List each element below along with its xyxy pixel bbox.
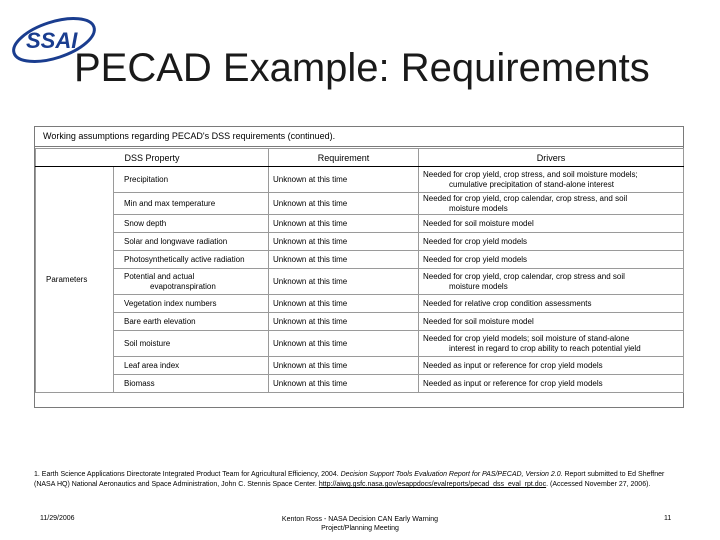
property-line: Snow depth [124,218,167,228]
driver-cell [419,357,684,375]
driver-line: interest in regard to crop ability to reach potential yield [449,343,641,353]
driver-line: cumulative precipitation of stand-alone interest [449,179,614,189]
footnote-report-title: Decision Support Tools Evaluation Report for PAS/PECAD, Version 2.0 [340,471,561,478]
footnote-prefix: 1. Earth Science Applications Directorate Integrated Product Team for Agricultural Efficiency, 2004. [34,471,339,478]
header-drivers: Drivers [419,149,684,167]
driver-line: Needed for crop yield, crop calendar, crop stress and soil [423,271,625,281]
requirement-cell: Unknown at this time [269,331,419,357]
property-line: Leaf area index [124,360,180,370]
requirement-cell: Unknown at this time [269,233,419,251]
group-label-parameters: Parameters [36,167,114,393]
footer-presenter [230,515,490,533]
driver-line: Needed for crop yield models [423,236,528,246]
table-row [36,251,684,269]
driver-cell [419,313,684,331]
driver-line: Needed for crop yield models [423,254,528,264]
requirements-table-frame [34,126,684,408]
footer-presenter-line1: Kenton Ross - NASA Decision CAN Early Warning [281,516,439,523]
table-row [36,295,684,313]
table-row [36,193,684,215]
property-cell [114,251,269,269]
requirements-table [35,148,684,393]
property-cell [114,331,269,357]
property-line: Solar and longwave radiation [124,236,228,246]
footer-date: 11/29/2006 [40,515,75,522]
footnote-suffix: . (Accessed November 27, 2006). [546,481,651,488]
property-line: Bare earth elevation [124,316,196,326]
property-line: Soil moisture [124,338,171,348]
requirement-cell: Unknown at this time [269,313,419,331]
requirement-cell: Unknown at this time [269,251,419,269]
footer-page-number: 11 [664,515,672,522]
property-line: Min and max temperature [124,198,216,208]
table-row [36,233,684,251]
property-cell [114,233,269,251]
header-requirement: Requirement [269,149,419,167]
driver-line: Needed for crop yield, crop stress, and soil moisture models; [423,169,638,179]
property-line: evapotranspiration [150,281,216,291]
property-line: Photosynthetically active radiation [124,254,245,264]
requirement-cell: Unknown at this time [269,215,419,233]
driver-line: Needed for soil moisture model [423,316,534,326]
driver-line: Needed as input or reference for crop yield models [423,360,603,370]
requirement-cell: Unknown at this time [269,167,419,193]
property-cell [114,375,269,393]
footnote [34,470,684,490]
property-cell [114,357,269,375]
table-row [36,313,684,331]
driver-cell [419,251,684,269]
footnote-link[interactable]: http://aiwg.gsfc.nasa.gov/esappdocs/evalreports/pecad_dss_eval_rpt.doc [318,481,547,488]
property-cell [114,167,269,193]
table-body [36,167,684,393]
property-cell [114,313,269,331]
driver-cell [419,295,684,313]
property-cell [114,215,269,233]
table-row [36,357,684,375]
table-row [36,215,684,233]
table-row [36,331,684,357]
table-header-row [36,149,684,167]
header-dss-property: DSS Property [36,149,269,167]
table-row [36,167,684,193]
property-line: Precipitation [124,174,169,184]
driver-cell [419,331,684,357]
requirement-cell: Unknown at this time [269,193,419,215]
driver-cell [419,193,684,215]
driver-cell [419,167,684,193]
driver-cell [419,269,684,295]
driver-cell [419,375,684,393]
driver-line: Needed as input or reference for crop yield models [423,378,603,388]
footer-presenter-line2: Project/Planning Meeting [321,525,399,532]
property-line: Potential and actual [124,271,195,281]
driver-line: Needed for crop yield, crop calendar, crop stress, and soil [423,193,628,203]
driver-line: moisture models [449,203,508,213]
footnote-middle: . Report submitted to Ed Sheffner (NASA HQ) National Aeronautics and Space Administration, John C. Stennis Space Center. [34,471,665,488]
slide-title: PECAD Example: Requirements [74,46,650,90]
requirement-cell: Unknown at this time [269,295,419,313]
driver-line: moisture models [449,281,508,291]
table-row [36,269,684,295]
property-line: Biomass [124,378,155,388]
property-line: Vegetation index numbers [124,298,217,308]
driver-line: Needed for soil moisture model [423,218,534,228]
requirement-cell: Unknown at this time [269,375,419,393]
property-cell [114,295,269,313]
table-row [36,375,684,393]
driver-cell [419,233,684,251]
table-caption: Working assumptions regarding PECAD's DSS requirements (continued). [35,127,683,147]
requirement-cell: Unknown at this time [269,357,419,375]
property-cell [114,193,269,215]
driver-line: Needed for crop yield models; soil moisture of stand-alone [423,333,630,343]
logo-text: SSAI [26,28,78,53]
property-cell [114,269,269,295]
driver-cell [419,215,684,233]
driver-line: Needed for relative crop condition assessments [423,298,592,308]
requirement-cell: Unknown at this time [269,269,419,295]
